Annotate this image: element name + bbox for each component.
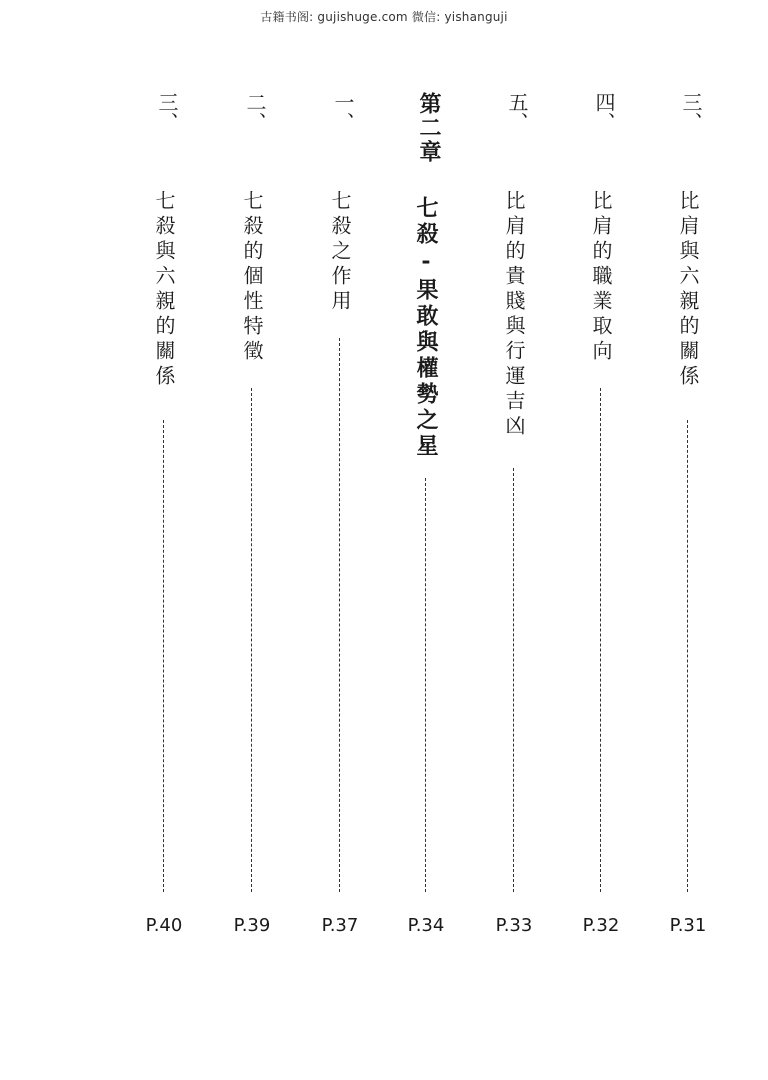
section-title: 比肩的職業取向	[589, 190, 613, 365]
page-number: P.39	[233, 915, 271, 936]
section-marker: 一、	[331, 92, 355, 132]
page-number: P.31	[669, 915, 707, 936]
dotted-leader	[513, 468, 514, 892]
section-marker: 三、	[155, 92, 179, 132]
dotted-leader	[163, 420, 164, 892]
section-title: 七殺之作用	[328, 190, 352, 315]
page-number: P.34	[407, 915, 445, 936]
dotted-leader	[600, 388, 601, 892]
section-title: 比肩的貴賤與行運吉凶	[502, 190, 526, 440]
section-marker: 五、	[505, 92, 529, 132]
page-number: P.40	[145, 915, 183, 936]
toc-entry[interactable]	[232, 0, 272, 1080]
toc-entry[interactable]	[144, 0, 184, 1080]
page-number: P.33	[495, 915, 533, 936]
dotted-leader	[425, 478, 426, 892]
toc-entry[interactable]	[581, 0, 621, 1080]
section-title: 比肩與六親的關係	[676, 190, 700, 390]
section-title: 七殺的個性特徵	[240, 190, 264, 365]
dotted-leader	[339, 338, 340, 892]
toc-entry[interactable]	[668, 0, 708, 1080]
toc-entry[interactable]	[494, 0, 534, 1080]
page-number: P.32	[582, 915, 620, 936]
chapter-title: 七殺-果敢與權勢之星	[413, 196, 439, 460]
section-marker: 三、	[679, 92, 703, 132]
watermark-text: 古籍书阁: gujishuge.com 微信: yishanguji	[260, 10, 508, 24]
section-title: 七殺與六親的關係	[152, 190, 176, 390]
dotted-leader	[251, 388, 252, 892]
toc-entry[interactable]	[320, 0, 360, 1080]
page-number: P.37	[321, 915, 359, 936]
chapter-marker: 第二章	[416, 92, 442, 164]
dotted-leader	[687, 420, 688, 892]
section-marker: 四、	[592, 92, 616, 132]
section-marker: 二、	[243, 92, 267, 132]
toc-chapter-entry[interactable]	[406, 0, 446, 1080]
